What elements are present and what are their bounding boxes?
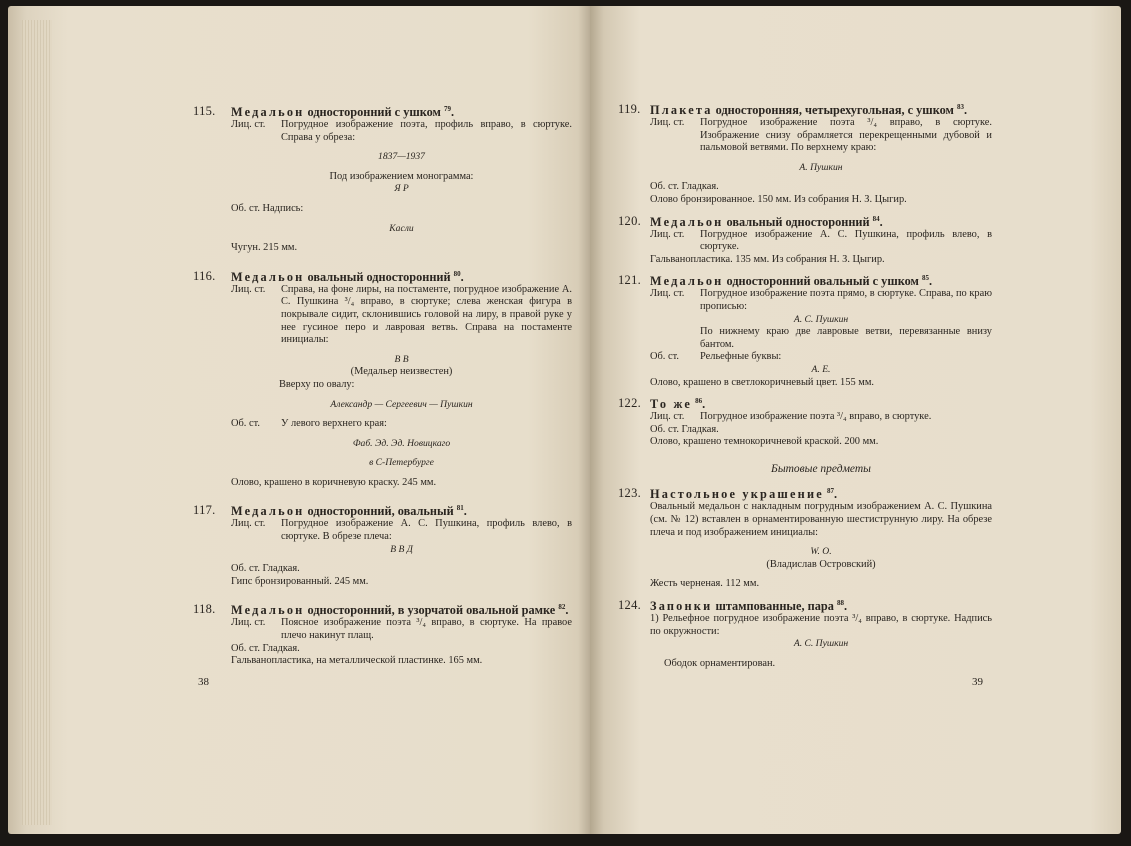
relief-letters: А. Е.: [811, 363, 831, 375]
material: Олово, крашено в светлокоричневый цвет. 155 мм.: [650, 376, 874, 388]
entry-number: 118.: [193, 602, 216, 617]
entry-title: Медальон односторонний, в узорчатой овальной рамке $^{82}$.: [231, 603, 569, 618]
oval-label: Вверху по овалу:: [279, 378, 355, 390]
entry-number: 122.: [618, 396, 642, 411]
obverse: Лиц. ст. Поясное изображение поэта ³/₄ вправо, в сюртуке. На правое плечо накинут плащ.: [231, 617, 572, 642]
signature-inscription: А. Пушкин: [799, 161, 843, 173]
right-column: [612, 103, 992, 678]
catalog-entry-120: [612, 215, 992, 267]
city-inscription: в С-Петербурге: [369, 457, 434, 469]
catalog-entry-117: [193, 503, 572, 588]
entry-title: Настольное украшение $^{87}$.: [650, 487, 838, 502]
page-number-left: 38: [198, 676, 209, 688]
catalog-entry-121: [612, 274, 992, 389]
obverse: Лиц. ст. Погрудное изображение А. С. Пушкина, профиль влево, в сюртуке. В обрезе плеча:: [231, 518, 572, 543]
reverse: Об. ст. Гладкая.: [650, 423, 719, 435]
names-inscription: Александр — Сергеевич — Пушкин: [330, 398, 473, 410]
entry-number: 123.: [618, 486, 642, 501]
entry-number: 117.: [193, 503, 216, 518]
entry-title: Медальон овальный односторонний $^{80}$.: [231, 269, 464, 284]
obverse: Лиц. ст. Справа, на фоне лиры, на постаменте, погрудное изображение А. С. Пушкина ³/₄ вправо, в сюртуке; слева женская фигура в покрывале сидит, склонившись головой на лиру, в правой руке у нее гусиное перо и лавровая ветвь. Справа на постаменте инициалы:: [231, 283, 572, 346]
entry-title: Медальон овальный односторонний $^{84}$.: [650, 214, 883, 229]
entry-number: 120.: [618, 213, 642, 228]
catalog-entry-116: [193, 268, 572, 490]
reverse: Об. ст. Надпись:: [231, 202, 304, 214]
entry-title: Медальон односторонний овальный с ушком $^{85}$.: [650, 274, 933, 289]
reverse: Об. ст. Гладкая.: [650, 181, 719, 193]
medalist: (Медальер неизвестен): [350, 366, 453, 378]
entry-number: 115.: [193, 104, 216, 118]
entry-number: 121.: [618, 273, 642, 288]
obverse: Лиц. ст. Погрудное изображение поэта, профиль вправо, в сюртуке. Справа у обреза:: [231, 119, 572, 143]
material: Олово бронзированное. 150 мм. Из собрания Н. З. Цыгир.: [650, 193, 907, 205]
catalog-entry-124: [612, 599, 992, 670]
reverse: Об. ст. У левого верхнего края:: [231, 418, 387, 430]
page-edges: [22, 20, 52, 825]
date-inscription: 1837—1937: [378, 151, 425, 163]
signature-inscription: А. С. Пушкин: [793, 638, 849, 650]
reverse-inscription: Касли: [389, 222, 414, 234]
monogram-label: Под изображением монограмма:: [329, 170, 474, 182]
reverse: Об. ст. Гладкая.: [231, 642, 300, 654]
catalog-entry-119: [612, 103, 992, 207]
obverse: Лиц. ст. Погрудное изображение поэта ³/₄ вправо, в сюртуке. Изображение снизу обрамляется перекрещенными дубовой и пальмовой ветвями. По верхнему краю:: [650, 117, 992, 154]
left-column: [193, 104, 572, 676]
section-heading: Бытовые предметы: [771, 462, 871, 475]
signature-inscription: А. С. Пушкин: [793, 313, 849, 325]
entry-number: 119.: [618, 102, 641, 116]
lower-edge-description: По нижнему краю две лавровые ветви, перевязанные внизу бантом.: [700, 326, 992, 350]
entry-number: 124.: [618, 598, 642, 613]
factory-inscription: Фаб. Эд. Эд. Новицкаго: [352, 437, 451, 449]
catalog-entry-115: [193, 104, 572, 255]
material: Олово, крашено темнокоричневой краской. 200 мм.: [650, 436, 879, 448]
description: 1) Рельефное погрудное изображение поэта ³/₄ вправо, в сюртуке. Надпись по окружности:: [650, 613, 992, 637]
reverse: Об. ст. Гладкая.: [231, 563, 300, 575]
obverse: Лиц. ст. Погрудное изображение поэта прямо, в сюртуке. Справа, по краю прописью:: [650, 288, 992, 312]
catalog-entry-122: [612, 397, 992, 449]
rim-note: Ободок орнаментирован.: [664, 657, 776, 669]
material: Гипс бронзированный. 245 мм.: [231, 575, 369, 587]
material: Чугун. 215 мм.: [231, 242, 298, 254]
entry-title: Плакета односторонняя, четырехугольная, с ушком $^{83}$.: [650, 102, 968, 117]
entry-title: То же $^{86}$.: [650, 397, 706, 412]
entry-title: Запонки штампованные, пара $^{88}$.: [650, 598, 848, 614]
author: (Владислав Островский): [766, 558, 876, 570]
material: Жесть черненая. 112 мм.: [650, 578, 760, 590]
obverse: Лиц. ст. Погрудное изображение А. С. Пушкина, профиль влево, в сюртуке.: [650, 228, 992, 253]
catalog-entry-123: [612, 487, 992, 591]
page-number-right: 39: [972, 676, 983, 688]
initials: В В Д: [390, 543, 413, 555]
initials: W. O.: [810, 546, 832, 558]
reverse: Об. ст. Рельефные буквы:: [650, 351, 782, 363]
entry-number: 116.: [193, 268, 216, 283]
entry-title: Медальон односторонний, овальный $^{81}$.: [231, 504, 467, 519]
description: Овальный медальон с накладным погрудным изображением А. С. Пушкина (см. № 12) вставлен в орнаментированную шестиструнную лиру. На обрезе плеча и под изображением инициалы:: [650, 501, 992, 538]
catalog-entry-118: [193, 602, 572, 667]
material: Гальванопластика. 135 мм. Из собрания Н. З. Цыгир.: [650, 253, 885, 265]
obverse: Лиц. ст. Погрудное изображение поэта ³/₄ вправо, в сюртуке.: [650, 411, 932, 423]
initials: В В: [394, 353, 409, 365]
material: Олово, крашено в коричневую краску. 245 мм.: [231, 476, 437, 488]
material: Гальванопластика, на металлической пластинке. 165 мм.: [231, 655, 483, 667]
entry-title: Медальон односторонний с ушком $^{79}$.: [231, 104, 455, 119]
monogram: Я Р: [394, 183, 409, 195]
